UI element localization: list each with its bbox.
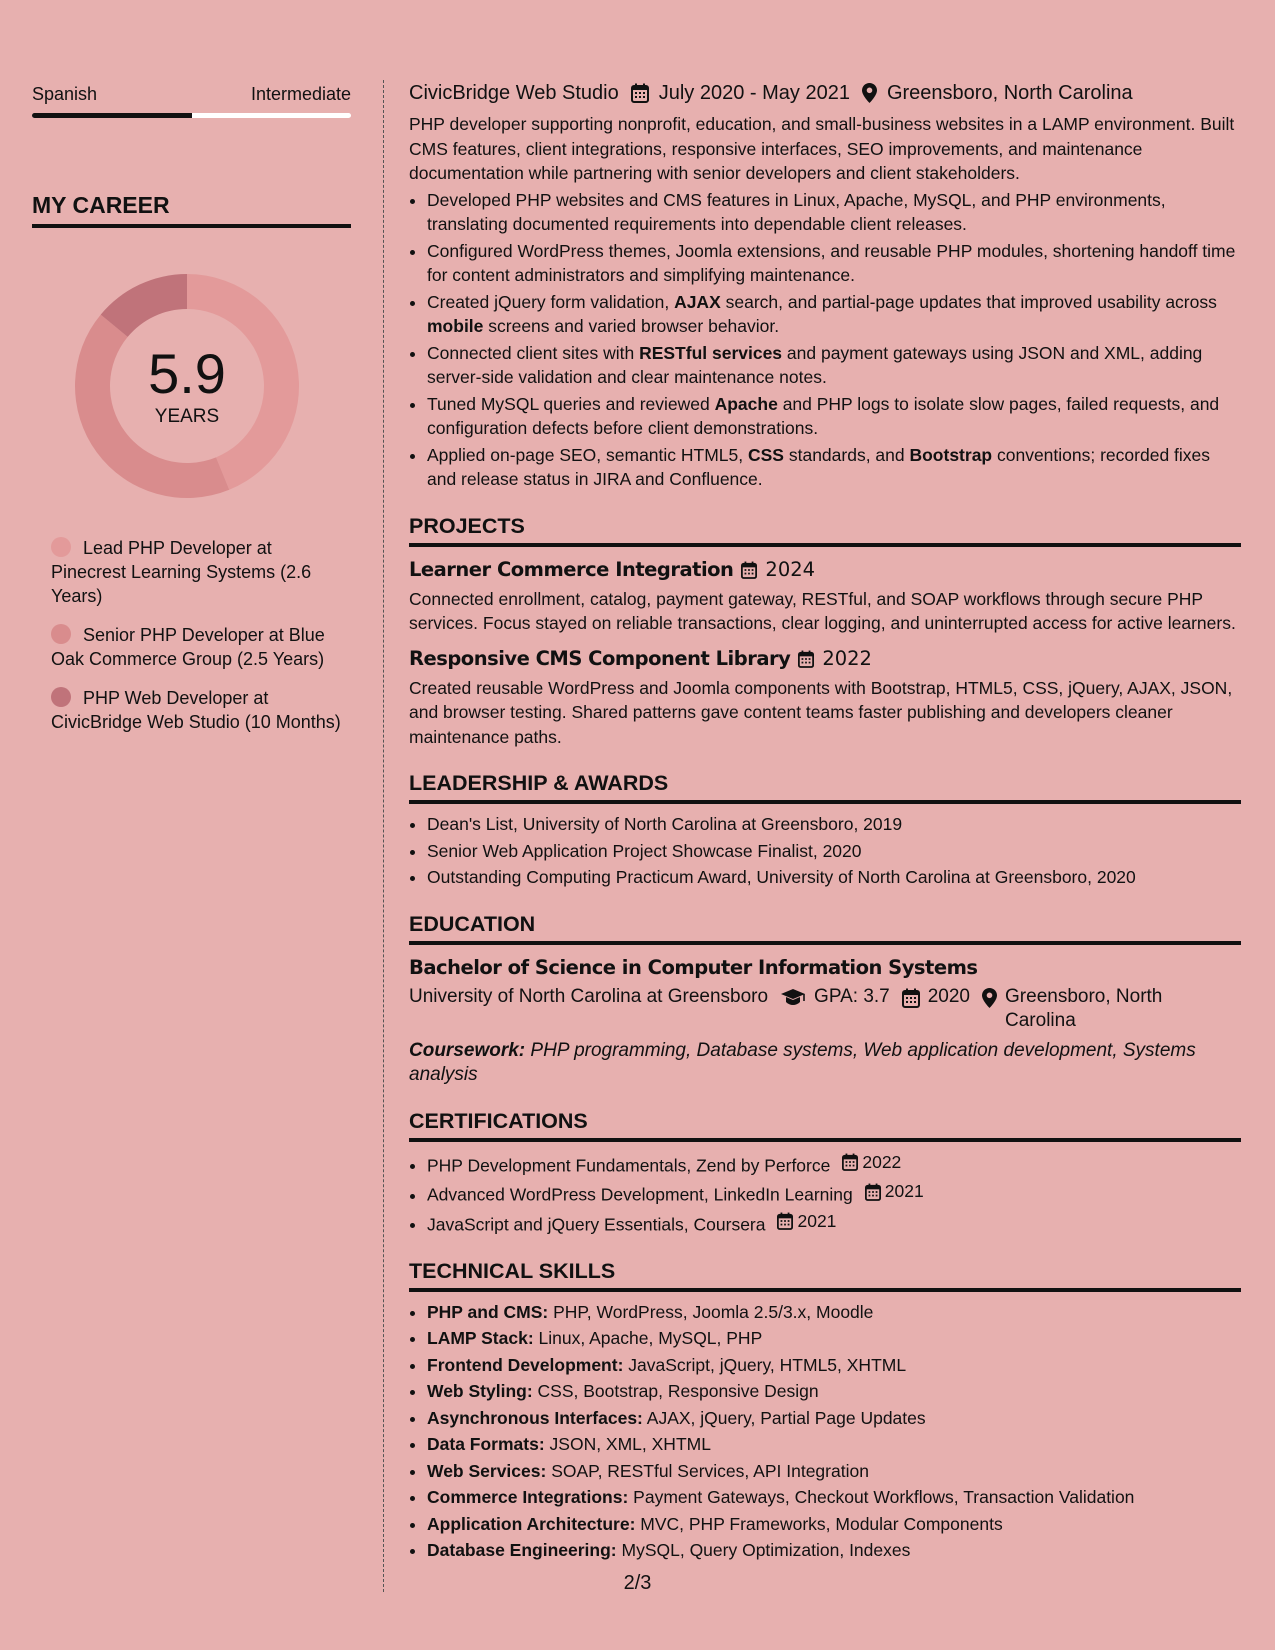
language-name: Spanish — [32, 84, 98, 104]
project-description: Created reusable WordPress and Joomla components with Bootstrap, HTML5, CSS, jQuery, AJAX, JSON, and browser testing. Shared patterns gave content teams faster publishing and developers cleaner maintenance paths. — [409, 677, 1233, 747]
career-donut-chart — [67, 266, 307, 506]
job-location — [862, 80, 1133, 106]
skill-label: Frontend Development: — [427, 1354, 624, 1375]
bullet-keyword: Bootstrap — [909, 444, 993, 465]
coursework-text: PHP programming, Database systems, Web application development, Systems analysis — [409, 1039, 1196, 1085]
education-gpa — [780, 985, 890, 1033]
skill-label: Commerce Integrations: — [427, 1487, 629, 1508]
career-legend — [32, 536, 351, 734]
project-year — [798, 646, 872, 672]
language-level: Intermediate — [250, 84, 351, 104]
education-year-text: 2020 — [927, 985, 971, 1007]
location-pin-icon — [862, 83, 877, 103]
bullet-text: screens and varied browser behavior. — [483, 316, 780, 336]
calendar-icon — [777, 1212, 793, 1230]
left-column — [32, 80, 351, 749]
calendar-icon — [741, 561, 757, 579]
job-bullet — [427, 239, 1241, 288]
calendar-icon — [798, 650, 814, 668]
bullet-text: Created jQuery form validation, — [427, 291, 675, 312]
graduation-cap-icon — [780, 988, 806, 1006]
donut-center — [67, 266, 307, 506]
project-title — [409, 646, 1241, 672]
bullet-text: search, and partial-page updates that improved usability across — [720, 291, 1217, 312]
skill-value: AJAX, jQuery, Partial Page Updates — [642, 1407, 926, 1428]
education-details — [409, 985, 1241, 1033]
legend-label: Lead PHP Developer at Pinecrest Learning Systems (2.6 Years) — [51, 538, 312, 606]
certifications-list — [409, 1150, 1241, 1237]
certification-year — [865, 1179, 924, 1204]
job-bullet — [427, 443, 1241, 492]
bullet-keyword: AJAX — [674, 291, 721, 312]
certification-name: JavaScript and jQuery Essentials, Coursera — [427, 1214, 766, 1235]
job-dates — [631, 80, 850, 106]
projects-list — [409, 557, 1241, 750]
project-title-text: Learner Commerce Integration — [409, 557, 734, 581]
project-year-text: 2022 — [822, 646, 872, 670]
certification-name: Advanced WordPress Development, LinkedIn Learning — [427, 1184, 853, 1205]
location-pin-icon — [982, 988, 997, 1008]
projects-heading: PROJECTS — [409, 512, 1241, 547]
bullet-text: and PHP logs to isolate slow pages, failed requests, and configuration defects before client demonstrations. — [427, 393, 1220, 438]
skill-value: MVC, PHP Frameworks, Modular Components — [635, 1513, 1003, 1534]
certification-year-text: 2021 — [884, 1181, 924, 1202]
skill-item — [427, 1538, 1241, 1563]
education-location-text: Greensboro, North Carolina — [1005, 985, 1163, 1031]
legend-dot — [51, 537, 71, 557]
legend-label: PHP Web Developer at CivicBridge Web Studio (10 Months) — [51, 688, 341, 732]
bullet-text: Configured WordPress themes, Joomla extensions, and reusable PHP modules, shortening handoff time for content administrators and simplifying maintenance. — [427, 240, 1236, 285]
column-divider — [383, 80, 384, 1592]
bullet-text: Tuned MySQL queries and reviewed — [427, 393, 715, 414]
education-heading: EDUCATION — [409, 910, 1241, 945]
calendar-icon — [631, 83, 649, 103]
certifications-heading: CERTIFICATIONS — [409, 1107, 1241, 1142]
bullet-text: and payment gateways using JSON and XML, adding server-side validation and clear maintenance notes. — [427, 342, 1203, 387]
certification-item — [427, 1209, 1241, 1237]
legend-dot — [51, 624, 71, 644]
calendar-icon — [902, 988, 920, 1008]
skill-item — [427, 1459, 1241, 1484]
bullet-text: Connected client sites with — [427, 342, 640, 363]
job-bullet — [427, 188, 1241, 237]
bullet-keyword: Apache — [714, 393, 778, 414]
career-total-value: 5.9 — [148, 342, 226, 405]
bullet-text: Developed PHP websites and CMS features in Linux, Apache, MySQL, and PHP environments, translating documented requirements into dependable client releases. — [427, 189, 1166, 234]
bullet-text: conventions; recorded fixes and release status in JIRA and Confluence. — [427, 444, 1211, 489]
coursework-label: Coursework: — [409, 1039, 526, 1061]
education-location — [982, 985, 1187, 1033]
certification-year-text: 2021 — [797, 1211, 837, 1231]
skill-value: MySQL, Query Optimization, Indexes — [616, 1540, 911, 1561]
skill-label: LAMP Stack: — [427, 1328, 534, 1349]
award-item: • Outstanding Computing Practicum Award, University of North Carolina at Greensboro, 2020 — [427, 865, 1241, 890]
skill-value: JavaScript, jQuery, HTML5, XHTML — [623, 1354, 907, 1375]
skill-item — [427, 1432, 1241, 1457]
skill-value: CSS, Bootstrap, Responsive Design — [532, 1381, 819, 1402]
legend-item — [51, 536, 351, 608]
skill-label: Web Services: — [427, 1460, 547, 1481]
skill-label: PHP and CMS: — [427, 1301, 549, 1322]
skill-item — [427, 1406, 1241, 1431]
job-bullet — [427, 341, 1241, 390]
skill-item — [427, 1512, 1241, 1537]
skill-item — [427, 1300, 1241, 1325]
skills-heading: TECHNICAL SKILLS — [409, 1257, 1241, 1292]
project-description: Connected enrollment, catalog, payment gateway, RESTful, and SOAP workflows through secure PHP services. Focus stayed on reliable transactions, clear logging, and uninterrupted access for active learners. — [409, 588, 1236, 633]
awards-list — [409, 812, 1241, 890]
job-location-text: Greensboro, North Carolina — [886, 82, 1133, 104]
language-progress-fill — [32, 113, 192, 118]
career-total-unit: YEARS — [154, 406, 220, 427]
skill-value: JSON, XML, XHTML — [544, 1434, 711, 1455]
job-bullet — [427, 392, 1241, 441]
bullet-text: Applied on-page SEO, semantic HTML5, — [427, 444, 748, 465]
skill-value: SOAP, RESTful Services, API Integration — [546, 1460, 869, 1481]
skill-label: Asynchronous Interfaces: — [427, 1407, 643, 1428]
legend-label: Senior PHP Developer at Blue Oak Commerce Group (2.5 Years) — [51, 625, 325, 669]
legend-item — [51, 686, 351, 734]
bullet-keyword: CSS — [748, 444, 784, 465]
certification-year — [842, 1150, 901, 1175]
certification-item — [427, 1150, 1241, 1178]
project-title-text: Responsive CMS Component Library — [409, 646, 791, 670]
job-summary: PHP developer supporting nonprofit, education, and small-business websites in a LAMP environment. Built CMS features, client integrations, responsive interfaces, SEO improvements, and maintenance documentation while partnering with senior developers and client stakeholders. — [409, 114, 1235, 183]
bullet-keyword: mobile — [427, 316, 484, 336]
page-number: 2/3 — [623, 1572, 652, 1594]
education-degree: Bachelor of Science in Computer Information Systems — [409, 955, 978, 979]
certification-year-text: 2022 — [862, 1151, 902, 1172]
awards-heading: LEADERSHIP & AWARDS — [409, 769, 1241, 804]
job-dates-text: July 2020 - May 2021 — [658, 82, 850, 104]
certification-year — [777, 1209, 836, 1234]
award-item: • Dean's List, University of North Carolina at Greensboro, 2019 — [427, 812, 1241, 837]
skills-list — [409, 1300, 1241, 1563]
skill-item — [427, 1326, 1241, 1351]
job-header — [409, 80, 1241, 106]
legend-dot — [51, 687, 71, 707]
project-year-text: 2024 — [765, 557, 816, 581]
skill-value: PHP, WordPress, Joomla 2.5/3.x, Moodle — [548, 1301, 874, 1322]
skill-value: Linux, Apache, MySQL, PHP — [533, 1328, 763, 1349]
skill-value: Payment Gateways, Checkout Workflows, Transaction Validation — [628, 1487, 1135, 1508]
certification-name: PHP Development Fundamentals, Zend by Perforce — [427, 1154, 831, 1175]
job-bullets — [409, 188, 1241, 492]
education-coursework — [409, 1039, 1241, 1087]
project-year — [741, 557, 815, 583]
skill-item — [427, 1379, 1241, 1404]
skill-label: Data Formats: — [427, 1434, 545, 1455]
skill-item — [427, 1353, 1241, 1378]
language-progress-bar — [32, 113, 351, 118]
education-school: University of North Carolina at Greensboro — [409, 985, 769, 1007]
skill-label: Application Architecture: — [427, 1513, 636, 1534]
education-year — [902, 985, 970, 1033]
language-row — [32, 80, 351, 108]
project-title — [409, 557, 1241, 583]
bullet-text: standards, and — [783, 444, 910, 465]
skill-item — [427, 1485, 1241, 1510]
job-company: CivicBridge Web Studio — [409, 82, 619, 104]
skill-label: Web Styling: — [427, 1381, 533, 1402]
job-bullet — [427, 290, 1241, 339]
right-column — [409, 80, 1241, 1565]
career-heading: MY CAREER — [32, 190, 351, 228]
skill-label: Database Engineering: — [427, 1540, 617, 1561]
legend-item — [51, 623, 351, 671]
education-gpa-text: GPA: 3.7 — [814, 985, 890, 1007]
bullet-keyword: RESTful services — [639, 342, 783, 363]
calendar-icon — [842, 1153, 858, 1171]
calendar-icon — [865, 1183, 881, 1201]
award-item: • Senior Web Application Project Showcase Finalist, 2020 — [427, 839, 1241, 864]
certification-item — [427, 1179, 1241, 1207]
